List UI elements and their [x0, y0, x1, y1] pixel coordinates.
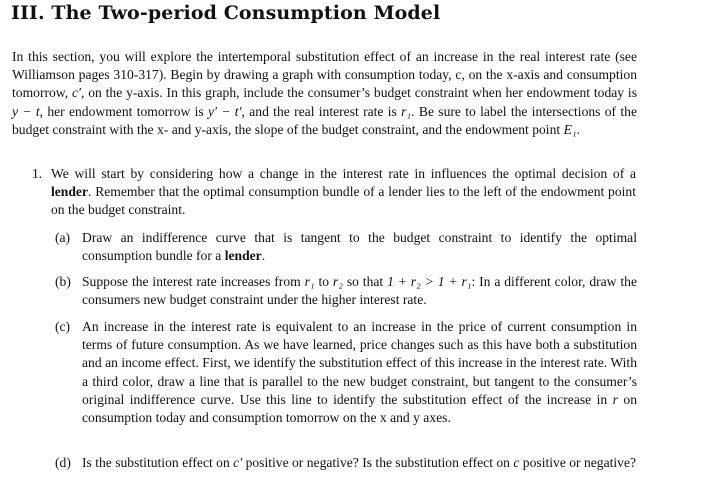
- intro-text-1: In this section, you will explore the intertemporal substitution effect of an increase in the real interest rate (see Williamson pages 310-317). Begin by drawing a graph with consumption today, c, on the x-axis and consumption tomorrow,: [12, 49, 637, 101]
- math-c-prime: c′: [71, 85, 81, 101]
- part-b-text: [82, 273, 637, 309]
- part-a-label: (a): [55, 230, 71, 245]
- question-1-text: [51, 165, 636, 220]
- math-endowment-tomorrow: y′ − t′: [208, 103, 242, 119]
- part-b-text-2: to: [314, 274, 333, 289]
- part-c-text-2: on consumption today and consumption tomorrow on the x and y axes.: [82, 391, 637, 426]
- intro-paragraph: [12, 48, 637, 139]
- question-1: [32, 165, 636, 220]
- intro-text-2: , on the y-axis. In this graph, include the consumer’s budget constraint when her endowment today is: [80, 85, 637, 101]
- part-d-text-1: Is the substitution effect on: [82, 455, 234, 470]
- q1-bold-lender: lender: [51, 184, 88, 200]
- math-r2: r₂: [332, 274, 343, 289]
- part-c: [55, 318, 637, 427]
- part-a-text-1: Draw an indifference curve that is tangent to the budget constraint to identify the optimal consumption bundle for a: [82, 230, 637, 264]
- math-endowment-today: y − t: [12, 103, 40, 119]
- part-b-label: (b): [55, 274, 71, 289]
- section-title: III. The Two-period Consumption Model: [11, 2, 441, 24]
- part-a-text: [82, 229, 637, 265]
- part-d: [55, 454, 637, 472]
- intro-text-4: , and the real interest rate is: [241, 103, 402, 119]
- question-number: 1.: [32, 166, 43, 181]
- math-e1: E₁: [563, 121, 577, 137]
- part-b-text-3: so that: [342, 274, 388, 289]
- part-c-text-1: An increase in the interest rate is equivalent to an increase in the price of current consumption in terms of future consumption. As we have learned, price changes such as this have both a substitution and an income effect. First, we identify the substitution effect of this increase in the interest rate. With a third color, draw a line that is parallel to the new budget constraint, but tangent to the consumer’s original indifference curve. Use this line to identify the substitution effect of the increase in: [82, 319, 637, 407]
- part-b: [55, 273, 637, 309]
- part-d-label: (d): [55, 455, 71, 470]
- math-c: c: [513, 455, 520, 470]
- part-c-text: [82, 318, 637, 427]
- intro-text-6: .: [576, 121, 580, 137]
- part-b-text-4: : In a different color, draw the consumers new budget constraint under the higher interest rate.: [82, 274, 637, 308]
- part-b-text-1: Suppose the interest rate increases from: [82, 274, 305, 289]
- intro-text-5: . Be sure to label the intersections of the budget constraint with the x- and y-axis, the slope of the budget constraint, and the endowment point: [12, 103, 637, 137]
- part-a-text-2: .: [261, 248, 266, 264]
- intro-text-3: , her endowment tomorrow is: [39, 103, 208, 119]
- math-r1: r₁: [304, 274, 315, 289]
- part-d-text: [82, 454, 637, 472]
- math-r: r: [612, 391, 618, 407]
- q1-text-2: . Remember that the optimal consumption bundle of a lender lies to the left of the endowment point on the budget constraint.: [51, 184, 636, 218]
- math-inequality: 1 + r₂ > 1 + r₁: [387, 274, 472, 289]
- part-a-bold-lender: lender: [224, 248, 262, 264]
- math-r1: r₁: [401, 103, 412, 119]
- math-c-prime: c′: [233, 455, 243, 470]
- part-a: [55, 229, 637, 265]
- part-c-label: (c): [55, 319, 71, 334]
- part-d-text-2: positive or negative? Is the substitution effect on: [242, 455, 514, 470]
- q1-text-1: We will start by considering how a change in the interest rate in influences the optimal decision of a: [51, 166, 636, 181]
- part-d-text-3: positive or negative?: [519, 455, 637, 470]
